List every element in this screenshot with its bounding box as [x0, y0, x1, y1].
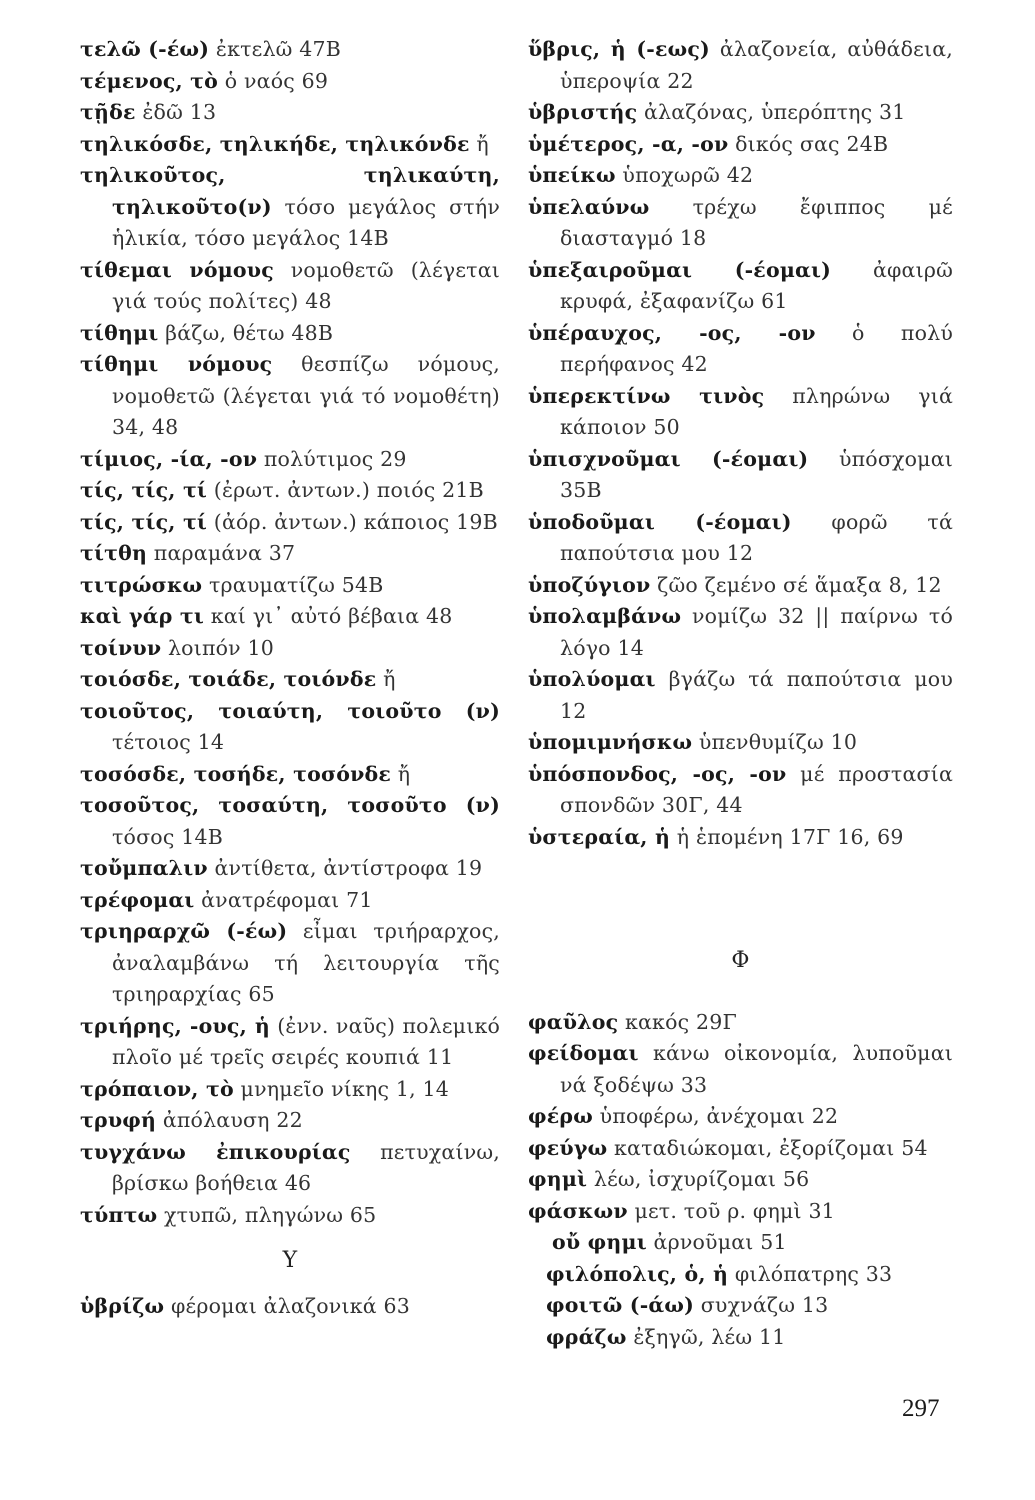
dictionary-entry — [528, 1259, 953, 1291]
entry-headword: φαῦλος — [528, 1009, 619, 1034]
entry-definition: ἐδῶ 13 — [135, 100, 217, 124]
entry-definition: τόσο μεγάλος στήν ἡλικία, τόσο μεγάλος 14Β — [112, 194, 500, 250]
entry-definition: ὁ πολύ περήφανος 42 — [560, 320, 953, 376]
entry-headword: φοιτῶ (-άω) — [546, 1293, 694, 1317]
entry-definition: (ἀόρ. ἀντων.) κάποιος 19Β — [207, 509, 498, 534]
section-letter-heading: Φ — [731, 948, 750, 973]
entry-definition: ἀνατρέφομαι 71 — [194, 887, 373, 912]
entry-definition: τόσος 14Β — [112, 824, 223, 849]
right-column — [528, 34, 953, 1353]
entry-headword: φέρω — [528, 1104, 593, 1128]
dictionary-entry — [528, 1227, 953, 1259]
entry-headword: τοιοῦτος, τοιαύτη, τοιοῦτο (ν) — [80, 698, 500, 723]
entry-headword: φείδομαι — [528, 1041, 639, 1065]
entry-headword: ὑπολύομαι — [528, 667, 656, 691]
section-letter-heading: Υ — [282, 1248, 298, 1273]
dictionary-entry — [80, 255, 500, 318]
dictionary-entry — [80, 66, 500, 98]
dictionary-entry — [80, 601, 500, 633]
entry-definition: καί γι᾽ αὐτό βέβαια 48 — [204, 604, 453, 628]
entry-definition: βγάζω τά παπούτσια μου 12 — [560, 667, 953, 723]
dictionary-entry — [80, 538, 500, 570]
entry-definition: ὑπόσχομαι 35Β — [560, 446, 953, 502]
dictionary-entry — [80, 349, 500, 444]
entry-definition: νομίζω 32 || παίρνω τό λόγο 14 — [560, 604, 953, 660]
entry-definition: τραυματίζω 54Β — [202, 572, 384, 597]
entry-headword: ὑπομιμνήσκω — [528, 730, 693, 754]
dictionary-entry — [528, 444, 953, 507]
entry-definition: δικός σας 24Β — [728, 131, 889, 156]
dictionary-entry — [80, 1137, 500, 1200]
entry-definition: πετυχαίνω, βρίσκω βοήθεια 46 — [112, 1139, 500, 1195]
entry-definition: ἀπόλαυση 22 — [156, 1108, 303, 1132]
entry-headword: ὑστεραία, ἡ — [528, 824, 671, 849]
entry-headword: ὑβρίζω — [80, 1293, 165, 1318]
dictionary-entry — [528, 570, 953, 602]
dictionary-entry — [80, 853, 500, 885]
entry-definition: συχνάζω 13 — [694, 1293, 829, 1317]
entry-headword: ὑμέτερος, -α, -ον — [528, 131, 729, 156]
entry-headword: τρόπαιον, τὸ — [80, 1076, 234, 1101]
dictionary-entry — [80, 1291, 500, 1323]
entry-headword: ὑβριστής — [528, 100, 638, 124]
entry-definition: μνημεῖο νίκης 1, 14 — [233, 1076, 450, 1101]
dictionary-entry — [80, 570, 500, 602]
dictionary-entry — [528, 1101, 953, 1133]
dictionary-entry — [528, 1322, 953, 1354]
dictionary-entry — [528, 1038, 953, 1101]
entry-headword: τίς, τίς, τί — [80, 509, 208, 534]
entry-headword: τίθεμαι νόμους — [80, 257, 274, 282]
entry-headword: τίθημι νόμους — [80, 352, 273, 376]
entry-headword: τριήρης, -ους, ἡ — [80, 1013, 270, 1038]
entry-headword: καὶ γάρ τι — [80, 604, 204, 628]
entry-definition: ὁ ναός 69 — [218, 68, 329, 93]
entry-definition: ἀλαζονεία, αὐθάδεια, ὑπεροψία 22 — [560, 37, 954, 93]
entry-headword: φημὶ — [528, 1167, 588, 1191]
dictionary-entry — [528, 759, 953, 822]
entry-definition: λοιπόν 10 — [161, 635, 275, 660]
dictionary-entry — [528, 1133, 953, 1165]
entry-definition: (ἐρωτ. ἀντων.) ποιός 21Β — [207, 478, 484, 502]
entry-headword: ὕβρις, ἡ (-εως) — [528, 37, 710, 61]
entry-headword: ὑποδοῦμαι (-έομαι) — [528, 509, 792, 534]
dictionary-entry — [528, 192, 953, 255]
entry-definition: ζῶο ζεμένο σέ ἅμαξα 8, 12 — [650, 572, 942, 597]
dictionary-entry — [80, 129, 500, 161]
entry-headword: τοίνυν — [80, 635, 162, 660]
dictionary-entry — [528, 664, 953, 727]
entry-definition: χτυπῶ, πληγώνω 65 — [157, 1202, 377, 1227]
entry-headword: φιλόπολις, ὁ, ἡ — [546, 1261, 729, 1286]
dictionary-entry — [528, 255, 953, 318]
entry-definition: (ἐνν. ναῦς) πολεμικό πλοῖο μέ τρεῖς σειρές κουπιά 11 — [112, 1013, 500, 1069]
dictionary-entry — [80, 664, 500, 696]
entry-headword: τιτρώσκω — [80, 572, 203, 597]
dictionary-entry — [528, 97, 953, 129]
dictionary-entry — [528, 1196, 953, 1228]
entry-headword: τέμενος, τὸ — [80, 68, 219, 93]
dictionary-entry — [528, 381, 953, 444]
entry-headword: τυγχάνω ἐπικουρίας — [80, 1139, 351, 1164]
entry-headword: οὔ φημι — [552, 1230, 647, 1254]
dictionary-entry — [80, 97, 500, 129]
entry-headword: ὑπείκω — [528, 163, 616, 187]
dictionary-entry — [528, 507, 953, 570]
entry-definition: βάζω, θέτω 48Β — [158, 320, 334, 345]
entry-headword: τίτθη — [80, 541, 148, 565]
entry-headword: τοσόσδε, τοσήδε, τοσόνδε — [80, 761, 392, 786]
entry-headword: φάσκων — [528, 1198, 628, 1223]
entry-headword: ὑπόσπονδος, -ος, -ον — [528, 761, 787, 786]
left-column — [80, 34, 500, 1322]
dictionary-entry — [80, 759, 500, 791]
entry-headword: τρυφή — [80, 1108, 157, 1132]
dictionary-entry — [528, 601, 953, 664]
dictionary-entry — [80, 1011, 500, 1074]
dictionary-entry — [528, 1164, 953, 1196]
dictionary-entry — [528, 1007, 953, 1039]
entry-headword: τίθημι — [80, 320, 159, 345]
dictionary-entry — [80, 34, 500, 66]
entry-definition: κάνω οἰκονομία, λυποῦμαι νά ξοδέψω 33 — [560, 1041, 953, 1097]
entry-definition: πολύτιμος 29 — [257, 446, 407, 471]
dictionary-entry — [80, 475, 500, 507]
entry-definition: τέτοιος 14 — [112, 730, 225, 754]
entry-definition: εἶμαι τριήραρχος, ἀναλαμβάνω τή λειτουργία τῆς τριηραρχίας 65 — [112, 919, 500, 1006]
entry-headword: τίς, τίς, τί — [80, 478, 208, 502]
entry-definition: καταδιώκομαι, ἐξορίζομαι 54 — [607, 1135, 928, 1160]
entry-definition: ὑποχωρῶ 42 — [615, 163, 754, 187]
dictionary-entry — [528, 34, 953, 97]
page-number: 297 — [902, 1395, 940, 1422]
entry-definition: φορῶ τά παπούτσια μου 12 — [560, 509, 953, 565]
dictionary-entry — [80, 1105, 500, 1137]
dictionary-entry — [528, 822, 953, 854]
dictionary-entry — [528, 318, 953, 381]
entry-headword: ὑπέραυχος, -ος, -ον — [528, 320, 816, 345]
entry-definition: ἀφαιρῶ κρυφά, ἐξαφανίζω 61 — [560, 257, 954, 313]
dictionary-entry — [80, 1200, 500, 1232]
entry-headword: ὑπισχνοῦμαι (-έομαι) — [528, 446, 809, 471]
entry-headword: τρέφομαι — [80, 887, 195, 912]
dictionary-entry — [80, 790, 500, 853]
entry-headword: τοὔμπαλιν — [80, 856, 208, 880]
entry-definition: φέρομαι ἀλαζονικά 63 — [164, 1293, 410, 1318]
entry-headword: φεύγω — [528, 1135, 608, 1160]
dictionary-entry — [528, 160, 953, 192]
entry-definition: ἤ — [376, 667, 396, 691]
entry-headword: τελῶ (-έω) — [80, 37, 210, 61]
dictionary-entry — [528, 1290, 953, 1322]
entry-definition: ὑποφέρω, ἀνέχομαι 22 — [592, 1104, 839, 1128]
entry-headword: ὑποζύγιον — [528, 572, 651, 597]
dictionary-entry — [80, 1074, 500, 1106]
entry-definition: ὑπενθυμίζω 10 — [692, 730, 858, 754]
entry-headword: τῇδε — [80, 100, 136, 124]
entry-definition: τρέχω ἔφιππος μέ διασταγμό 18 — [560, 194, 953, 250]
entry-definition: μέ προστασία σπονδῶν 30Γ, 44 — [560, 761, 953, 817]
entry-headword: τίμιος, -ία, -ον — [80, 446, 258, 471]
entry-headword: ὑπολαμβάνω — [528, 604, 682, 628]
entry-headword: φράζω — [546, 1324, 627, 1349]
entry-definition: θεσπίζω νόμους, νομοθετῶ (λέγεται γιά τό νομοθέτη) 34, 48 — [112, 352, 500, 439]
dictionary-entry — [80, 444, 500, 476]
entry-definition: ἤ — [469, 131, 489, 156]
entry-definition: λέω, ἰσχυρίζομαι 56 — [587, 1167, 810, 1191]
entry-headword: τριηραρχῶ (-έω) — [80, 919, 288, 943]
entry-definition: παραμάνα 37 — [147, 541, 296, 565]
entry-definition: κακός 29Γ — [618, 1009, 737, 1034]
dictionary-entry — [80, 885, 500, 917]
entry-definition: ἐξηγῶ, λέω 11 — [626, 1324, 786, 1349]
dictionary-entry — [80, 160, 500, 255]
entry-definition: ἀλαζόνας, ὑπερόπτης 31 — [637, 100, 906, 124]
dictionary-entry — [80, 696, 500, 759]
entry-definition: ἤ — [391, 761, 411, 786]
entry-definition: νομοθετῶ (λέγεται γιά τούς πολίτες) 48 — [112, 257, 500, 313]
dictionary-entry — [80, 318, 500, 350]
dictionary-entry — [80, 633, 500, 665]
entry-headword: τηλικοῦτος, τηλικαύτη, τηλικοῦτο(ν) — [80, 163, 500, 219]
entry-definition: πληρώνω γιά κάποιον 50 — [560, 383, 953, 439]
entry-definition: ἀρνοῦμαι 51 — [646, 1230, 787, 1254]
entry-headword: τοιόσδε, τοιάδε, τοιόνδε — [80, 667, 377, 691]
dictionary-entry — [80, 916, 500, 1011]
entry-definition: ἡ ἑπομένη 17Γ 16, 69 — [670, 824, 904, 849]
entry-definition: μετ. τοῦ ρ. φημὶ 31 — [627, 1198, 835, 1223]
entry-headword: ὑπερεκτίνω τινὸς — [528, 383, 765, 408]
entry-headword: τηλικόσδε, τηλικήδε, τηλικόνδε — [80, 131, 470, 156]
entry-headword: τύπτω — [80, 1202, 158, 1227]
dictionary-entry — [528, 129, 953, 161]
entry-definition: φιλόπατρης 33 — [728, 1261, 893, 1286]
entry-definition: ἐκτελῶ 47Β — [209, 37, 342, 61]
entry-definition: ἀντίθετα, ἀντίστροφα 19 — [207, 856, 483, 880]
entry-headword: τοσοῦτος, τοσαύτη, τοσοῦτο (ν) — [80, 793, 500, 817]
entry-headword: ὑπελαύνω — [528, 194, 650, 219]
entry-headword: ὑπεξαιροῦμαι (-έομαι) — [528, 257, 832, 282]
dictionary-entry — [528, 727, 953, 759]
dictionary-entry — [80, 507, 500, 539]
